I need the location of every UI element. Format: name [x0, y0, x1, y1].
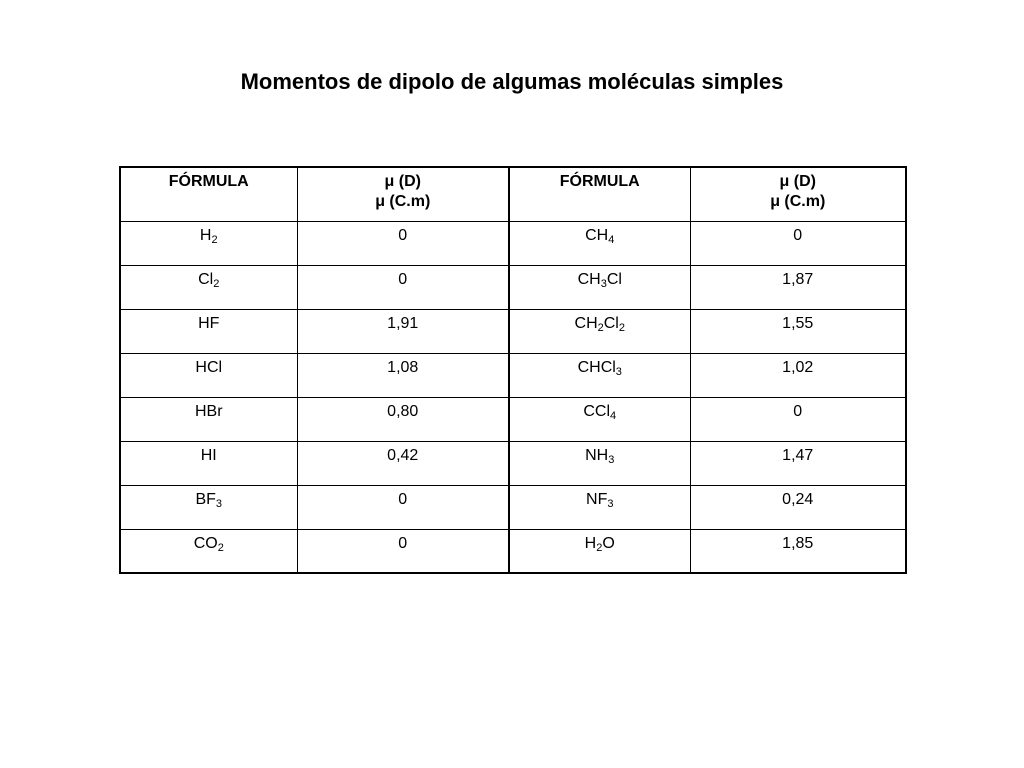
header-formula-right: FÓRMULA: [509, 167, 690, 221]
formula-text: CH: [574, 314, 598, 332]
header-mu-cm-left: μ (C.m): [375, 193, 431, 210]
formula-text: CO: [193, 534, 218, 552]
formula-cell-left: [120, 441, 297, 485]
formula-subscript: 4: [608, 233, 615, 246]
header-mu-right: [690, 167, 906, 221]
formula-text: HCl: [195, 358, 223, 376]
formula-subscript: 2: [213, 277, 220, 290]
formula-text: HBr: [194, 402, 223, 420]
formula-cell-left: [120, 221, 297, 265]
formula-subscript: 2: [596, 541, 603, 554]
header-mu-d-right: μ (D): [779, 173, 816, 190]
formula-text: O: [602, 534, 615, 552]
table-row: [120, 265, 906, 309]
formula-cell-right: [509, 353, 690, 397]
formula-text: CH: [585, 226, 609, 244]
table-row: [120, 397, 906, 441]
formula-text: CCl: [583, 402, 611, 420]
value-cell-right: 1,02: [690, 353, 906, 397]
value-cell-right: 1,85: [690, 529, 906, 573]
formula-subscript: 2: [211, 233, 218, 246]
formula-cell-right: [509, 221, 690, 265]
value-cell-right: 0,24: [690, 485, 906, 529]
table-row: [120, 441, 906, 485]
value-cell-right: 1,55: [690, 309, 906, 353]
value-cell-right: 0: [690, 397, 906, 441]
value-cell-left: 0: [297, 221, 509, 265]
table-row: [120, 221, 906, 265]
formula-cell-left: [120, 353, 297, 397]
formula-text: CHCl: [577, 358, 616, 376]
table-row: [120, 309, 906, 353]
header-mu-left: [297, 167, 509, 221]
slide-title: Momentos de dipolo de algumas moléculas simples: [240, 69, 784, 94]
value-cell-left: 0,42: [297, 441, 509, 485]
formula-cell-left: [120, 529, 297, 573]
formula-text: HF: [198, 314, 220, 332]
header-mu-cm-right: μ (C.m): [770, 193, 826, 210]
formula-text: Cl: [198, 270, 214, 288]
formula-subscript: 3: [600, 277, 607, 290]
formula-cell-left: [120, 397, 297, 441]
value-cell-left: 0: [297, 529, 509, 573]
formula-subscript: 3: [608, 453, 615, 466]
formula-cell-left: [120, 265, 297, 309]
formula-cell-right: [509, 309, 690, 353]
formula-subscript: 4: [610, 409, 617, 422]
header-mu-d-left: μ (D): [384, 173, 421, 190]
formula-subscript: 2: [618, 321, 625, 334]
formula-text: BF: [195, 490, 216, 508]
formula-text: NF: [586, 490, 608, 508]
formula-text: Cl: [603, 314, 619, 332]
formula-cell-left: [120, 485, 297, 529]
header-formula-left: FÓRMULA: [120, 167, 297, 221]
formula-cell-right: [509, 485, 690, 529]
value-cell-left: 0: [297, 485, 509, 529]
formula-subscript: 3: [615, 365, 622, 378]
value-cell-right: 1,87: [690, 265, 906, 309]
formula-text: NH: [585, 446, 609, 464]
table-row: [120, 529, 906, 573]
table-row: [120, 353, 906, 397]
value-cell-left: 0,80: [297, 397, 509, 441]
formula-cell-right: [509, 441, 690, 485]
value-cell-left: 1,91: [297, 309, 509, 353]
formula-text: CH: [577, 270, 601, 288]
formula-subscript: 2: [597, 321, 604, 334]
formula-cell-right: [509, 529, 690, 573]
table-row: [120, 485, 906, 529]
formula-text: H: [584, 534, 597, 552]
formula-text: Cl: [606, 270, 622, 288]
formula-text: H: [199, 226, 212, 244]
table-header-row: [120, 167, 906, 221]
dipole-moment-table: [119, 166, 907, 574]
formula-cell-right: [509, 397, 690, 441]
formula-subscript: 3: [607, 497, 614, 510]
value-cell-right: 1,47: [690, 441, 906, 485]
value-cell-left: 0: [297, 265, 509, 309]
value-cell-left: 1,08: [297, 353, 509, 397]
formula-cell-right: [509, 265, 690, 309]
formula-subscript: 2: [217, 541, 224, 554]
formula-text: HI: [200, 446, 217, 464]
formula-subscript: 3: [215, 497, 223, 510]
formula-cell-left: [120, 309, 297, 353]
value-cell-right: 0: [690, 221, 906, 265]
